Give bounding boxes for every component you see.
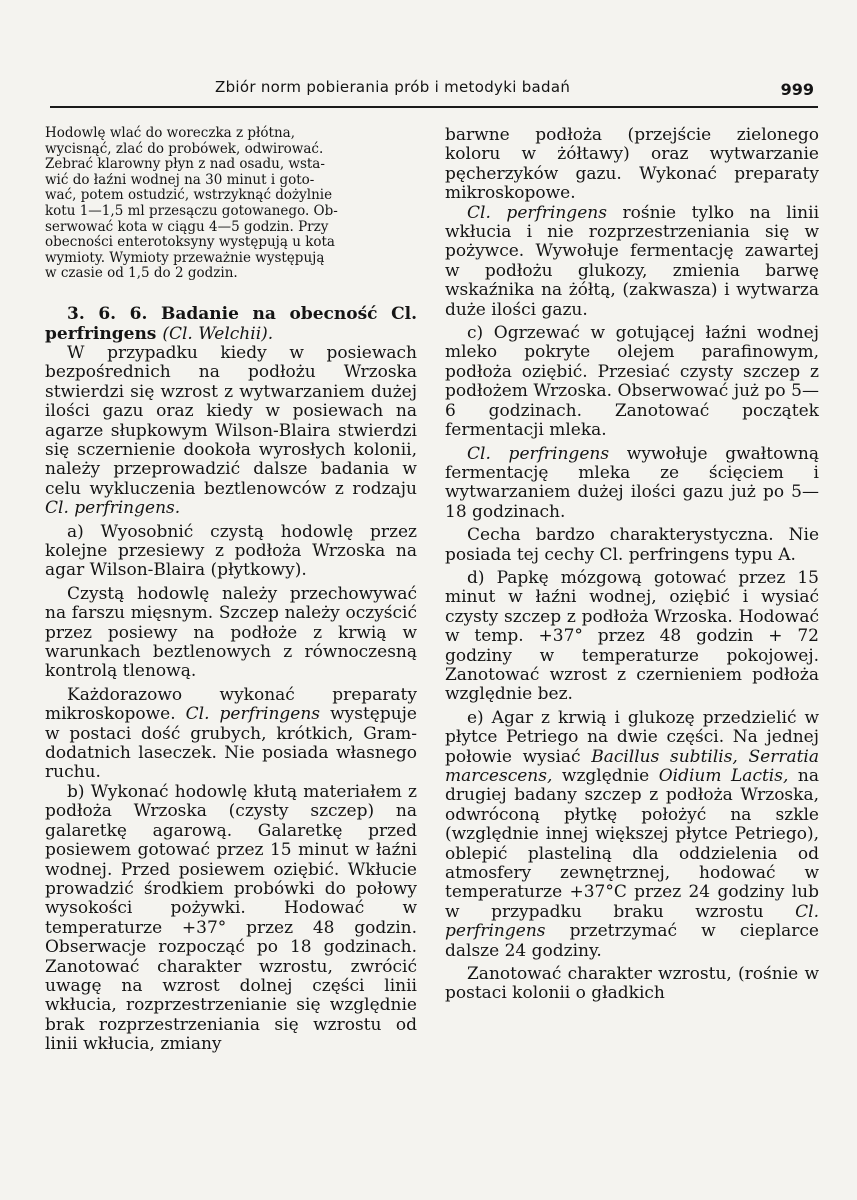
- paragraph: e) Agar z krwią i glukozę przedzielić w płytce Petriego na dwie części. Na jednej połowie wysiać Bacillus subtilis, Serratia marcescens, względnie Oidium Lactis, na drugiej badany szczep z podłoża Wrzoska, odwróconą płytkę położyć na szkle (względnie innej większej płytce Petriego), oblepić plasteliną dla oddzielenia od atmosfery zewnętrznej, hodować w temperaturze +37°C przez 24 godziny lub w przypadku braku wzrostu Cl. perfringens przetrzymać w cieplarce dalsze 24 godziny.: [445, 707, 820, 961]
- small-line: serwować kota w ciągu 4—5 godzin. Przy: [45, 218, 329, 235]
- small-line: Hodowlę wlać do woreczka z płótna,: [45, 125, 295, 141]
- paragraph: Cl. perfringens wywołuje gwałtowną fermentację mleka ze ścięciem i wytwarzaniem dużej ilości gazu już po 5—18 godzinach.: [445, 443, 820, 522]
- section-heading: 3. 6. 6. Badanie na obecność Cl. perfringens (Cl. Welchii).: [45, 303, 417, 344]
- small-line: wać, potem ostudzić, wstrzyknąć dożylnie: [45, 187, 333, 204]
- paragraph: d) Papkę mózgową gotować przez 15 minut w łaźni wodnej, oziębić i wysiać czysty szczep z podłoża Wrzoska. Hodować w temp. +37° przez 48 godzin + 72 godziny w temperaturze pokojowej. Zanotować wzrost z czernieniem podłoża względnie bez.: [445, 567, 819, 705]
- small-line: obecności enterotoksyny występują u kota: [45, 234, 335, 251]
- header-title: Zbiór norm pobierania prób i metodyki badań: [215, 78, 571, 96]
- paragraph: Cecha bardzo charakterystyczna. Nie posiada tej cechy Cl. perfringens typu A.: [445, 525, 819, 565]
- left-column: [45, 126, 417, 1055]
- paragraph: W przypadku kiedy w posiewach bezpośrednich na podłożu Wrzoska stwierdzi się wzrost z wytwarzaniem dużej ilości gazu oraz kiedy w posiewach na agarze słupkowym Wilson-Blaira stwierdzi się sczernienie dookoła wyrosłych kolonii, należy przeprowadzić dalsze badania w celu wykluczenia beztlenowców z rodzaju Cl. perfringens.: [45, 342, 417, 519]
- small-line: Zebrać klarowny płyn z nad osadu, wsta-: [45, 156, 325, 173]
- paragraph: Czystą hodowlę należy przechowywać na farszu mięsnym. Szczep należy oczyścić przez posiewy na podłoże z krwią w warunkach beztlenowych z równoczesną kontrolą tlenową.: [45, 583, 417, 682]
- paragraph: barwne podłoża (przejście zielonego koloru w żółtawy) oraz wytwarzanie pęcherzyków gazu. Wykonać preparaty mikroskopowe.: [445, 125, 819, 204]
- paragraph: Zanotować charakter wzrostu, (rośnie w postaci kolonii o gładkich: [445, 964, 819, 1004]
- small-line: wycisnąć, zlać do probówek, odwirować.: [45, 140, 324, 157]
- page-number: 999: [780, 80, 814, 99]
- paragraph: c) Ogrzewać w gotującej łaźni wodnej mleko pokryte olejem parafinowym, podłoża oziębić. Przesiać czysty szczep z podłożem Wrzoska. Obserwować już po 5—6 godzinach. Zanotować początek fermentacji mleka.: [445, 323, 819, 441]
- small-line: wić do łaźni wodnej na 30 minut i goto-: [45, 171, 315, 188]
- right-column: [445, 126, 819, 1004]
- paragraph: b) Wykonać hodowlę kłutą materiałem z podłoża Wrzoska (czysty szczep) na galaretkę agarową. Galaretkę przed posiewem gotować przez 15 minut w łaźni wodnej. Przed posiewem oziębić. Wkłucie prowadzić środkiem probówki do połowy wysokości pożywki. Hodować w temperaturze +37° przez 48 godzin. Obserwacje rozpocząć po 18 godzinach. Zanotować charakter wzrostu, zwrócić uwagę na wzrost dolnej części linii wkłucia, rozprzestrzenianie się względnie brak rozprzestrzeniania się wzrostu od linii wkłucia, zmiany: [45, 781, 417, 1055]
- small-line: w czasie od 1,5 do 2 godzin.: [45, 265, 238, 282]
- paragraph: Każdorazowo wykonać preparaty mikroskopowe. Cl. perfringens występuje w postaci dość grubych, krótkich, Gram-dodatnich laseczek. Nie posiada własnego ruchu.: [45, 684, 417, 783]
- paragraph: Cl. perfringens rośnie tylko na linii wkłucia i nie rozprzestrzeniania się w pożywce. Wywołuje fermentację zawartej w podłożu glukozy, zmienia barwę wskaźnika na żółtą, (zakwasza) i wytwarza duże ilości gazu.: [445, 202, 820, 320]
- small-print-block: [45, 126, 417, 282]
- paragraph: a) Wyosobnić czystą hodowlę przez kolejne przesiewy z podłoża Wrzoska na agar Wilson-Blaira (płytkowy).: [45, 521, 417, 581]
- running-header: [50, 74, 818, 108]
- small-line: kotu 1—1,5 ml przesączu gotowanego. Ob-: [45, 202, 338, 219]
- small-line: wymioty. Wymioty przeważnie występują: [45, 249, 325, 266]
